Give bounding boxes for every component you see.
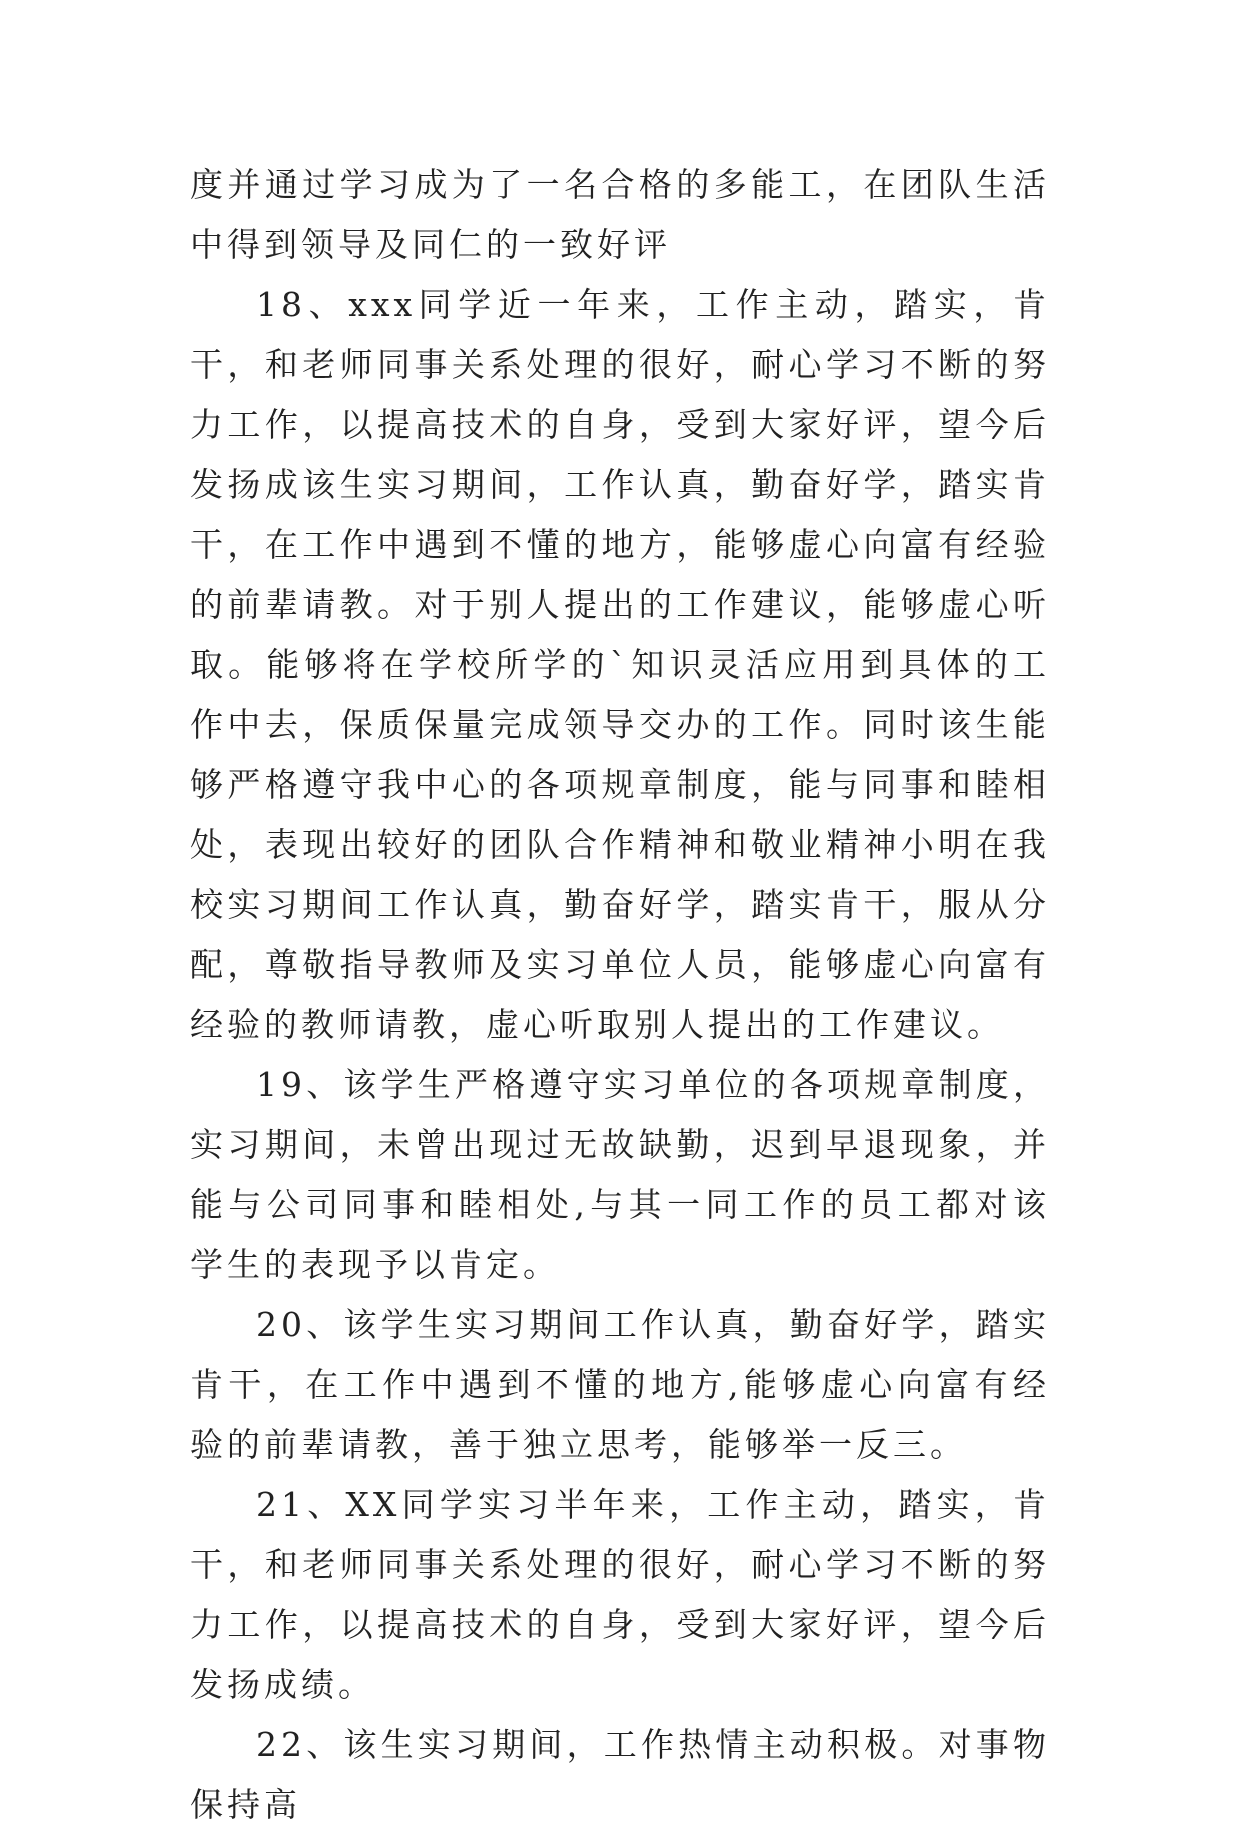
paragraph-item-18: 18、xxx同学近一年来，工作主动，踏实，肯干，和老师同事关系处理的很好，耐心学习不断的努力工作，以提高技术的自身，受到大家好评，望今后发扬成该生实习期间，工作认真，勤奋好学，踏实肯干，在工作中遇到不懂的地方，能够虚心向富有经验的前辈请教。对于别人提出的工作建议，能够虚心听取。能够将在学校所学的`知识灵活应用到具体的工作中去，保质保量完成领导交办的工作。同时该生能够严格遵守我中心的各项规章制度，能与同事和睦相处，表现出较好的团队合作精神和敬业精神小明在我校实习期间工作认真，勤奋好学，踏实肯干，服从分配，尊敬指导教师及实习单位人员，能够虚心向富有经验的教师请教，虚心听取别人提出的工作建议。 <box>190 285 1050 1044</box>
paragraph-item-21: 21、XX同学实习半年来，工作主动，踏实，肯干，和老师同事关系处理的很好，耐心学习不断的努力工作，以提高技术的自身，受到大家好评，望今后发扬成绩。 <box>190 1485 1050 1704</box>
document-body <box>190 155 1050 1835</box>
paragraph-item-19: 19、该学生严格遵守实习单位的各项规章制度，实习期间，未曾出现过无故缺勤，迟到早退现象，并能与公司同事和睦相处,与其一同工作的员工都对该学生的表现予以肯定。 <box>190 1065 1050 1284</box>
paragraph-continued: 度并通过学习成为了一名合格的多能工，在团队生活中得到领导及同仁的一致好评 <box>190 165 1050 264</box>
paragraph-item-20: 20、该学生实习期间工作认真，勤奋好学，踏实肯干，在工作中遇到不懂的地方,能够虚心向富有经验的前辈请教，善于独立思考，能够举一反三。 <box>190 1305 1050 1464</box>
paragraph-item-22: 22、该生实习期间，工作热情主动积极。对事物保持高 <box>190 1725 1050 1824</box>
